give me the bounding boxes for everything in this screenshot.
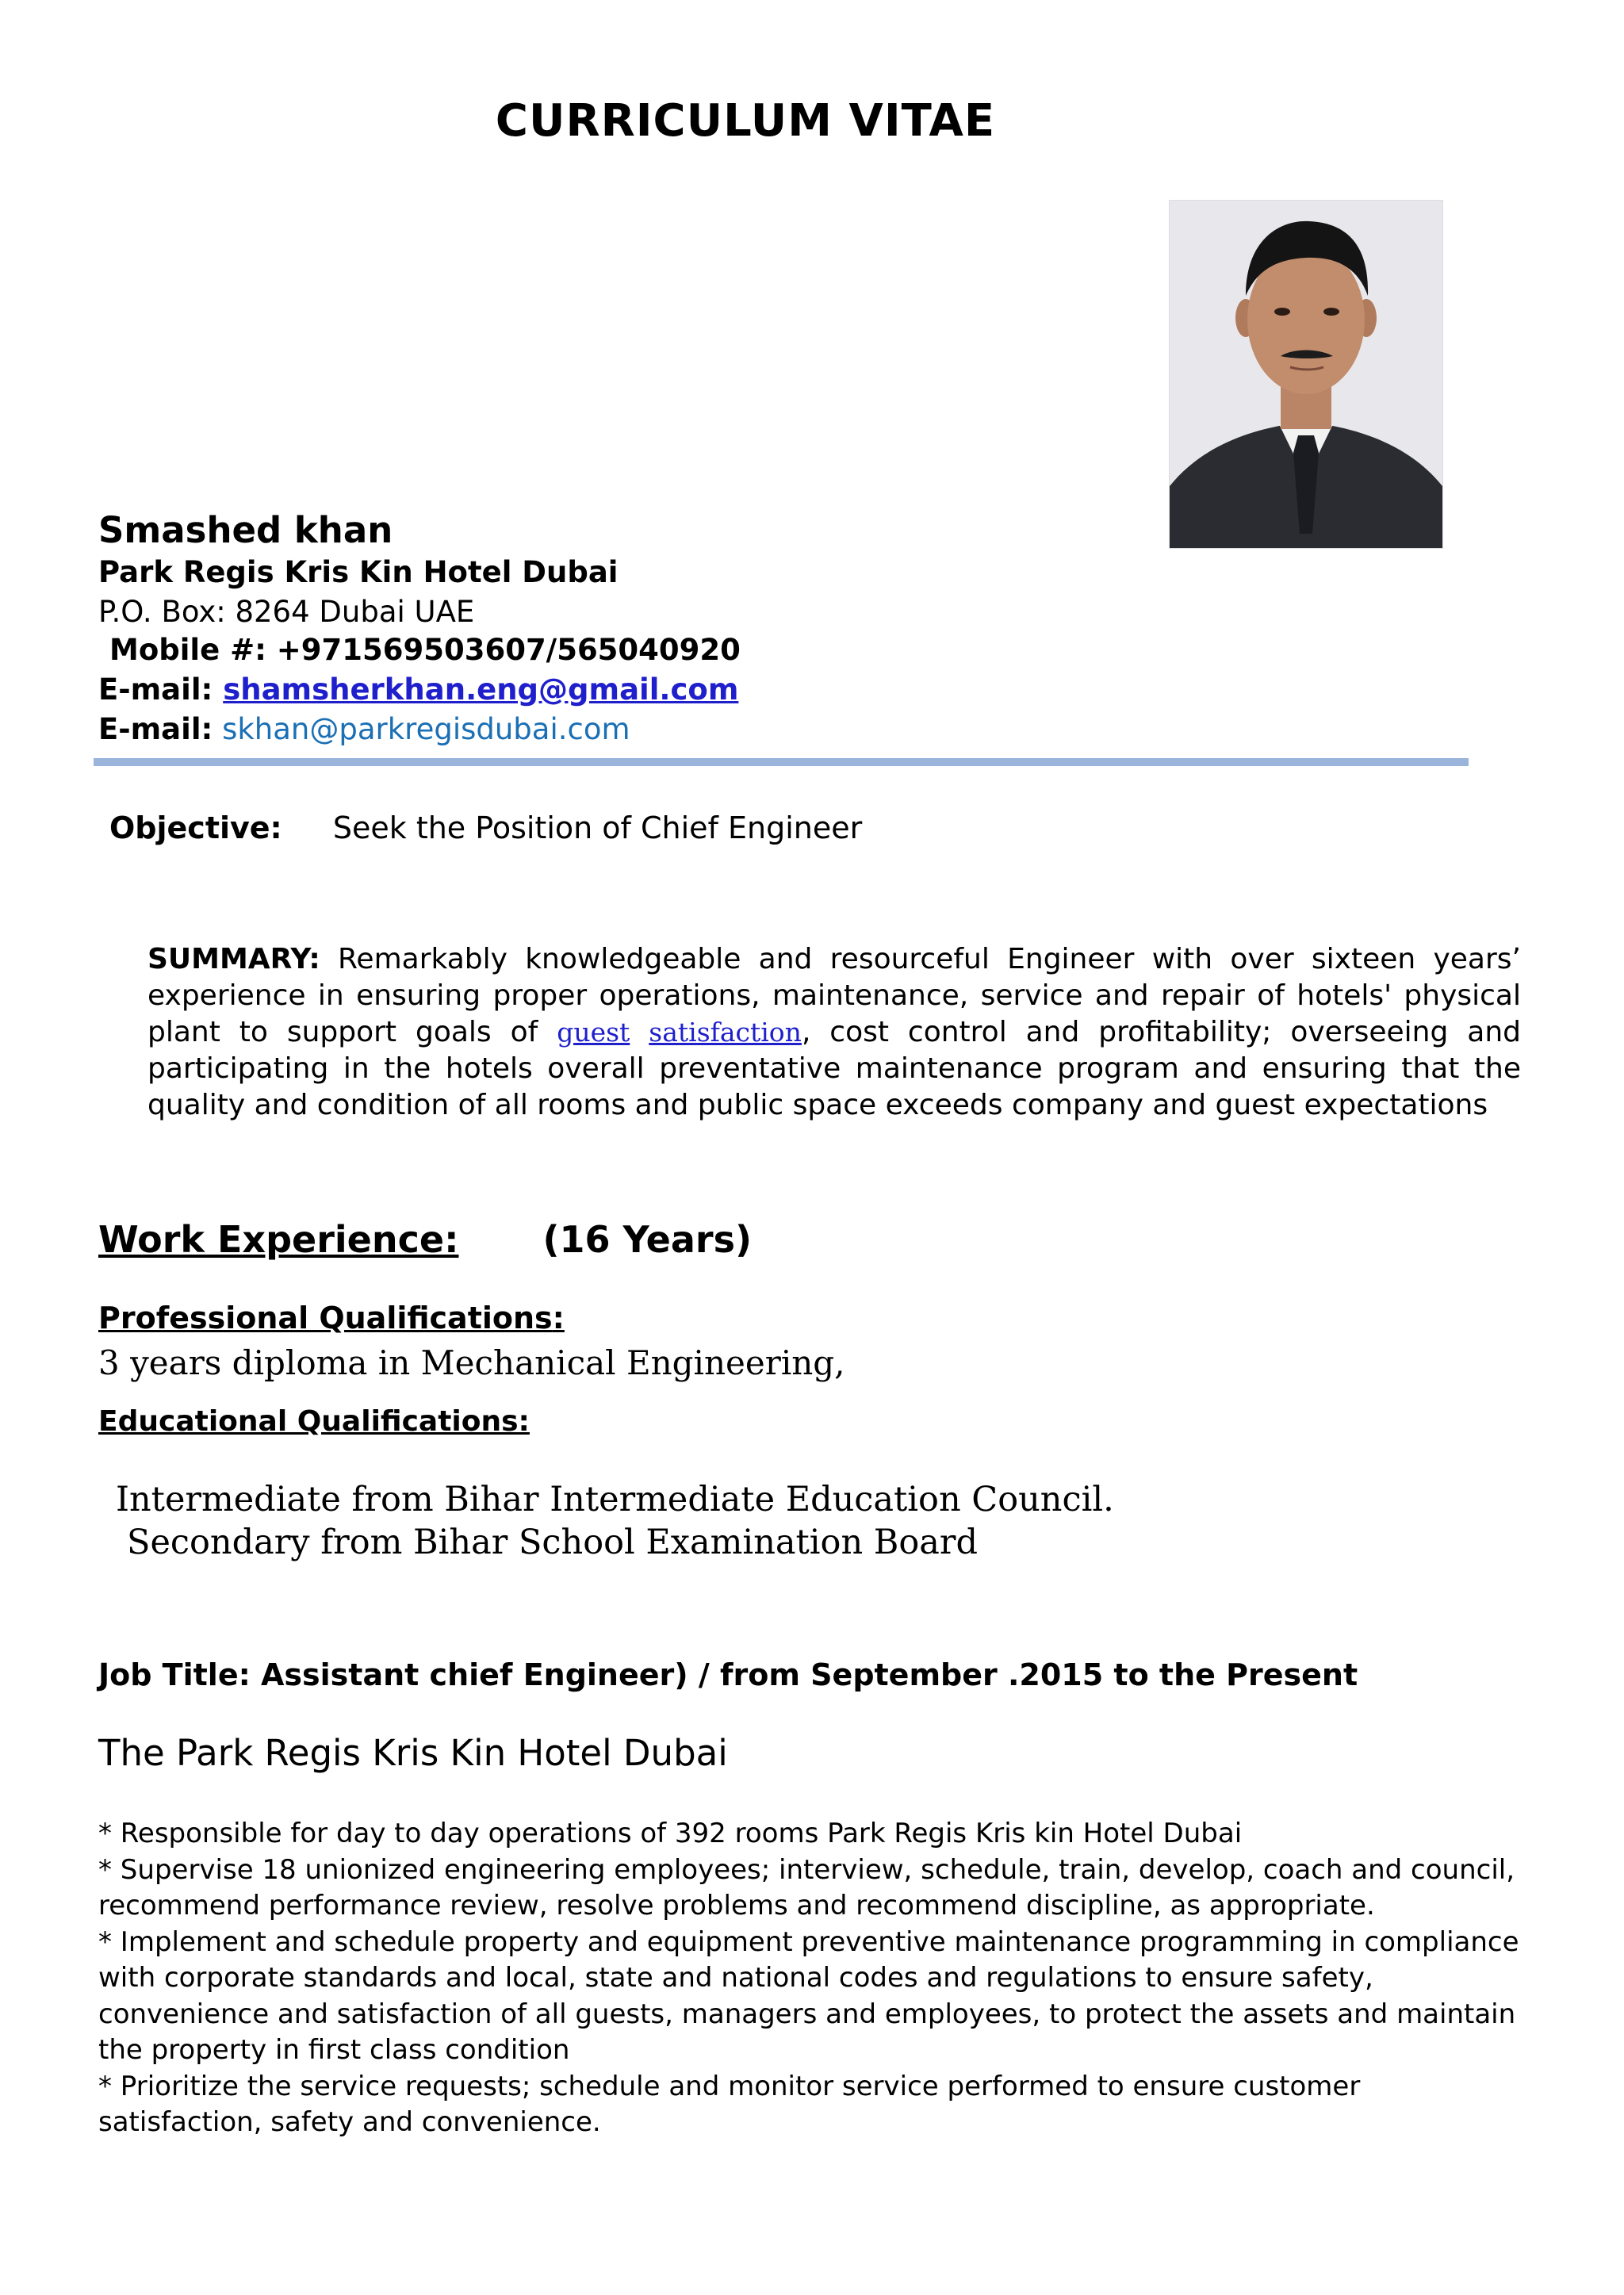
- email-secondary-value[interactable]: skhan@parkregisdubai.com: [222, 712, 630, 746]
- duty-item: * Supervise 18 unionized engineering employees; interview, schedule, train, develop, coach and council, recommend performance review, resolve problems and recommend discipline, as appropriate.: [98, 1853, 1515, 1921]
- education-item: Intermediate from Bihar Intermediate Education Council.: [116, 1480, 1114, 1519]
- work-experience-years: (16 Years): [542, 1218, 752, 1261]
- job-title: Job Title: Assistant chief Engineer) / from September .2015 to the Present: [98, 1657, 1358, 1692]
- duty-item: * Prioritize the service requests; schedule and monitor service performed to ensure customer satisfaction, safety and convenience.: [98, 2070, 1361, 2138]
- summary-link-guest[interactable]: guest: [557, 1017, 630, 1048]
- summary-text-before: Remarkably knowledgeable and resourceful Engineer with over sixteen years’ experience in ensuring proper operations, maintenance, service and repair of hotels' physical plant to support goals of: [147, 943, 1521, 1048]
- current-hotel: Park Regis Kris Kin Hotel Dubai: [98, 555, 619, 589]
- professional-qualifications-colon: :: [552, 1301, 565, 1335]
- job-hotel: The Park Regis Kris Kin Hotel Dubai: [98, 1732, 728, 1774]
- objective-label: Objective:: [109, 810, 282, 845]
- po-box: P.O. Box: 8264 Dubai UAE: [98, 595, 475, 629]
- email-primary-label: E-mail:: [98, 672, 213, 707]
- mobile-number: Mobile #: +971569503607/565040920: [109, 633, 741, 667]
- objective: [109, 810, 862, 845]
- educational-qualifications-heading: Educational Qualifications:: [98, 1405, 530, 1438]
- work-experience-label: Work Experience:: [98, 1218, 459, 1261]
- professional-qualifications-heading: [98, 1301, 565, 1335]
- summary-paragraph: [147, 941, 1521, 1124]
- professional-qualification-item: 3 years diploma in Mechanical Engineering,: [98, 1343, 845, 1382]
- job-duties: [98, 1816, 1526, 2141]
- email-primary: [98, 672, 738, 707]
- portrait-image: [1170, 201, 1442, 548]
- header-divider: [94, 758, 1469, 766]
- summary-label: SUMMARY:: [147, 943, 320, 975]
- profile-photo: [1169, 200, 1443, 549]
- email-secondary-label: E-mail:: [98, 712, 213, 746]
- duty-item: * Implement and schedule property and equipment preventive maintenance programming in compliance with corporate standards and local, state and national codes and regulations to ensure safety, convenience and satisfaction of all guests, managers and employees, to protect the assets and maintain the property in first class condition: [98, 1925, 1519, 2066]
- duty-item: * Responsible for day to day operations of 392 rooms Park Regis Kris kin Hotel Dubai: [98, 1818, 1243, 1849]
- professional-qualifications-label: Professional Qualifications: [98, 1301, 553, 1335]
- summary-text-after: , cost control and profitability; overseeing and participating in the hotels overall preventative maintenance program and ensuring that the quality and condition of all rooms and public space exceeds company and guest expectations: [147, 1016, 1521, 1121]
- candidate-name: Smashed khan: [98, 509, 393, 551]
- page-title: CURRICULUM VITAE: [495, 95, 996, 147]
- work-experience-heading: [98, 1218, 752, 1261]
- email-secondary: [98, 712, 630, 746]
- summary-link-satisfaction[interactable]: satisfaction: [649, 1017, 802, 1048]
- objective-text: Seek the Position of Chief Engineer: [332, 810, 863, 845]
- education-item: Secondary from Bihar School Examination Board: [127, 1523, 979, 1562]
- email-primary-link[interactable]: shamsherkhan.eng@gmail.com: [223, 672, 739, 707]
